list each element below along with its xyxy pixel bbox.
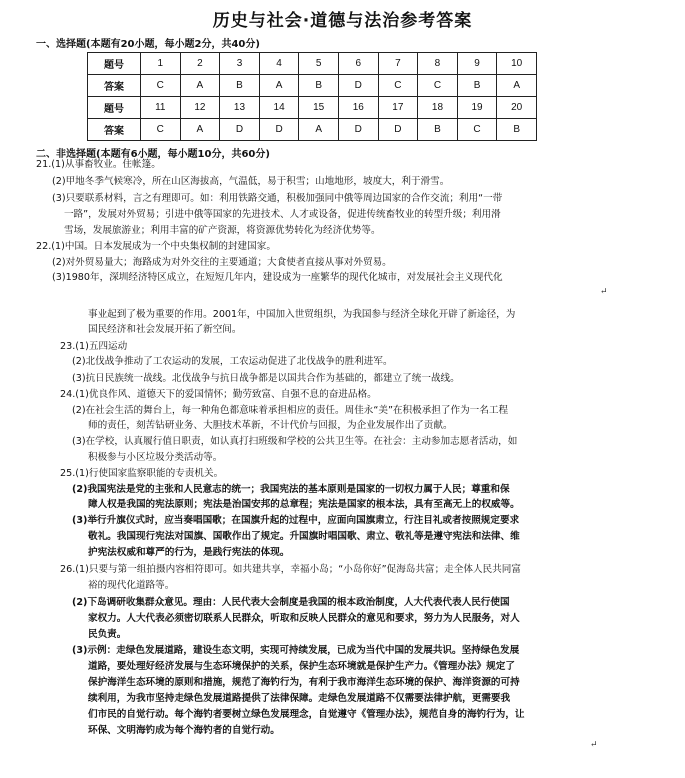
table-cell: A bbox=[299, 119, 339, 141]
page-title: 历史与社会·道德与法治参考答案 bbox=[212, 11, 473, 31]
table-cell: 2 bbox=[180, 53, 220, 75]
section-1-heading: 一、选择题(本题有20小题，每小题2分，共40分) bbox=[36, 39, 260, 50]
answer-line: 环保、文明海钓成为每个海钓者的自觉行动。 bbox=[88, 725, 280, 736]
answer-line: (2)在社会生活的舞台上，每一种角色都意味着承担相应的责任。周佳永“美”在积极承担了作为一名工程 bbox=[72, 405, 509, 416]
table-cell: 13 bbox=[220, 97, 260, 119]
table-cell: C bbox=[378, 75, 418, 97]
table-cell: C bbox=[457, 119, 497, 141]
table-cell: 5 bbox=[299, 53, 339, 75]
table-cell: 3 bbox=[220, 53, 260, 75]
answer-line: 师的责任，刻苦钻研业务、大胆技术革新，不计代价与回报，为企业发展作出了贡献。 bbox=[88, 420, 453, 431]
answer-line: 事业起到了极为重要的作用。2001年，中国加入世贸组织，为我国参与经济全球化开辟了新途径，为 bbox=[88, 309, 516, 320]
answer-line: (2)下岛调研收集群众意见。理由：人民代表大会制度是我国的根本政治制度，人大代表代表人民行使国 bbox=[72, 597, 510, 608]
table-cell: 7 bbox=[378, 53, 418, 75]
answer-line: 家权力。人大代表必须密切联系人民群众，听取和反映人民群众的意见和要求，努力为人民服务，对人 bbox=[88, 613, 520, 624]
table-cell: 18 bbox=[418, 97, 458, 119]
table-cell: A bbox=[497, 75, 537, 97]
answer-line: 国民经济和社会发展开拓了新空间。 bbox=[88, 324, 242, 335]
table-header-cell: 题号 bbox=[88, 53, 141, 75]
table-cell: B bbox=[497, 119, 537, 141]
answer-line: (2)甲地冬季气候寒冷，所在山区海拔高，气温低，易于积雪；山地地形，坡度大，利于滑雪。 bbox=[52, 176, 450, 187]
answer-line: 21.(1)从事畜牧业。住帐篷。 bbox=[36, 159, 161, 170]
answer-line: (2)对外贸易量大；海路成为对外交往的主要通道；大食使者直接从事对外贸易。 bbox=[52, 257, 392, 268]
table-cell: 6 bbox=[338, 53, 378, 75]
answer-line: 雪场，发展旅游业；利用丰富的矿产资源，将资源优势转化为经济优势等。 bbox=[64, 225, 381, 236]
answer-line: 敬礼。我国现行宪法对国旗、国歌作出了规定。升国旗时唱国歌、肃立、敬礼等是遵守宪法和法律、维 bbox=[88, 531, 520, 542]
answer-line: (2)北伐战争推动了工农运动的发展，工农运动促进了北伐战争的胜利进军。 bbox=[72, 356, 393, 367]
answer-line: 续利用，为我市坚持走绿色发展道路提供了法律保障。走绿色发展道路不仅需要法律护航，更需要我 bbox=[88, 693, 511, 704]
answer-line: (3)在学校，认真履行值日职责，如认真打扫班级和学校的公共卫生等。在社会：主动参加志愿者活动，如 bbox=[72, 436, 518, 447]
table-row bbox=[88, 119, 537, 141]
table-cell: 4 bbox=[259, 53, 299, 75]
table-cell: B bbox=[457, 75, 497, 97]
answer-line: 23.(1)五四运动 bbox=[60, 341, 128, 352]
answer-line: 们市民的自觉行动。每个海钓者要树立绿色发展理念，自觉遵守《管理办法》，规范自身的海钓行为，让 bbox=[88, 709, 525, 720]
table-cell: 15 bbox=[299, 97, 339, 119]
answer-line: 一路”，发展对外贸易；引进中俄等国家的先进技术、人才或设备，促进传统畜牧业的转型升级；利用滑 bbox=[64, 209, 501, 220]
table-row bbox=[88, 75, 537, 97]
table-cell: 12 bbox=[180, 97, 220, 119]
table-row bbox=[88, 53, 537, 75]
table-cell: 17 bbox=[378, 97, 418, 119]
answer-line: (2)我国宪法是党的主张和人民意志的统一；我国宪法的基本原则是国家的一切权力属于人民；尊重和保 bbox=[72, 484, 510, 495]
table-row bbox=[88, 97, 537, 119]
table-cell: A bbox=[180, 75, 220, 97]
table-header-cell: 答案 bbox=[88, 75, 141, 97]
return-mark: ↵ bbox=[590, 740, 598, 750]
table-cell: B bbox=[220, 75, 260, 97]
table-cell: 11 bbox=[141, 97, 181, 119]
table-cell: C bbox=[141, 75, 181, 97]
answer-line: 护宪法权威和尊严的行为，是践行宪法的体现。 bbox=[88, 547, 290, 558]
table-cell: 14 bbox=[259, 97, 299, 119]
answer-table bbox=[87, 52, 537, 141]
table-cell: C bbox=[141, 119, 181, 141]
table-cell: 8 bbox=[418, 53, 458, 75]
answer-line: 障人权是我国的宪法原则；宪法是治国安邦的总章程；宪法是国家的根本法，具有至高无上的权威等。 bbox=[88, 499, 520, 510]
table-cell: C bbox=[418, 75, 458, 97]
table-cell: 1 bbox=[141, 53, 181, 75]
table-cell: D bbox=[338, 119, 378, 141]
answer-line: 24.(1)优良作风、道德天下的爱国情怀；勤劳致富、自强不息的奋进品格。 bbox=[60, 389, 377, 400]
table-cell: D bbox=[259, 119, 299, 141]
answer-line: (3)抗日民族统一战线。北伐战争与抗日战争都是以国共合作为基础的，都建立了统一战线。 bbox=[72, 373, 460, 384]
table-cell: 9 bbox=[457, 53, 497, 75]
answer-line: (3)只要联系材料，言之有理即可。如：利用铁路交通，积极加强同中俄等周边国家的合作交流；利用“一带 bbox=[52, 193, 503, 204]
answer-line: 积极参与小区垃圾分类活动等。 bbox=[88, 452, 223, 463]
answer-line: 民负责。 bbox=[88, 629, 127, 640]
table-cell: D bbox=[378, 119, 418, 141]
answer-line: (3)1980年，深圳经济特区成立，在短短几年内，建设成为一座繁华的现代化城市，对发展社会主义现代化 bbox=[52, 272, 503, 283]
section-2-heading: 二、非选择题(本题有6小题，每小题10分，共60分) bbox=[36, 149, 270, 160]
table-header-cell: 答案 bbox=[88, 119, 141, 141]
answer-line: 保护海洋生态环境的原则和措施，规范了海钓行为，有利于我市海洋生态环境的保护、海洋资源的可持 bbox=[88, 677, 520, 688]
answer-line: 25.(1)行使国家监察职能的专责机关。 bbox=[60, 468, 224, 479]
answer-line: (3)示例：走绿色发展道路，建设生态文明，实现可持续发展，已成为当代中国的发展共识。坚持绿色发展 bbox=[72, 645, 520, 656]
table-cell: 10 bbox=[497, 53, 537, 75]
answer-line: 26.(1)只要与第一组拍摄内容相符即可。如共建共享，幸福小岛；“小岛你好”促海岛共富；走全体人民共同富 bbox=[60, 564, 521, 575]
answer-line: (3)举行升旗仪式时，应当奏唱国歌；在国旗升起的过程中，应面向国旗肃立，行注目礼或者按照规定要求 bbox=[72, 515, 520, 526]
table-cell: A bbox=[259, 75, 299, 97]
table-cell: A bbox=[180, 119, 220, 141]
table-cell: 16 bbox=[338, 97, 378, 119]
answer-line: 裕的现代化道路等。 bbox=[88, 580, 175, 591]
table-cell: B bbox=[418, 119, 458, 141]
table-cell: 20 bbox=[497, 97, 537, 119]
table-cell: B bbox=[299, 75, 339, 97]
table-cell: 19 bbox=[457, 97, 497, 119]
table-cell: D bbox=[338, 75, 378, 97]
return-mark: ↵ bbox=[600, 287, 608, 297]
table-header-cell: 题号 bbox=[88, 97, 141, 119]
answer-line: 道路，要处理好经济发展与生态环境保护的关系，保护生态环境就是保护生产力。《管理办法》规定了 bbox=[88, 661, 515, 672]
table-cell: D bbox=[220, 119, 260, 141]
answer-line: 22.(1)中国。日本发展成为一个中央集权制的封建国家。 bbox=[36, 241, 276, 252]
